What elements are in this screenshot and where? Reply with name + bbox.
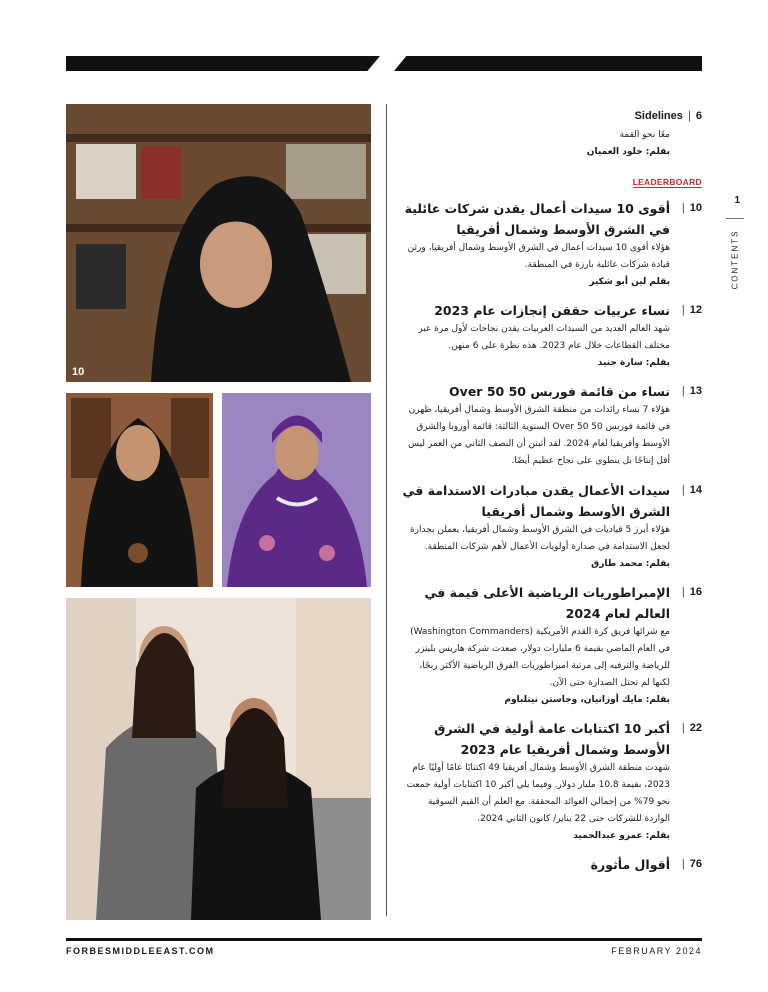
entry-desc: هؤلاء أبرز 5 قياديات في الشرق الأوسط وشمال أفريقيا، يعملن بجدارة لجعل الاستدامة في صدارة أولويات الأعمال لأهم شركات المنطقة. <box>409 525 670 552</box>
column-divider <box>386 104 387 916</box>
entry-quotes[interactable] <box>400 854 702 875</box>
entry-title-row: | 14 سيدات الأعمال يقدن مبادرات الاستدامة في الشرق الأوسط وشمال أفريقيا <box>400 480 702 522</box>
entry-author: بقلم: خلود العميان <box>586 147 670 157</box>
photo-woman-black-hijab-bookshelf <box>66 104 371 382</box>
photo-woman-black-hijab-pendant <box>66 393 213 587</box>
entry-title: أقوال مأثورة <box>590 857 670 872</box>
entry-title-row: | 10 أقوى 10 سيدات أعمال يقدن شركات عائلية في الشرق الأوسط وشمال أفريقيا <box>400 198 702 240</box>
entry-sidelines[interactable] <box>400 106 702 160</box>
entry-desc: مع شرائها فريق كرة القدم الأمريكية (Washington Commanders) في العام الماضي بقيمة 6 مليارات دولار، صعدت شركة هاريس بليتزر للرياضة والترفيه إلى مرتبة امبراطوريات الفرق الرياضية الأكثر ربحًا، لكنها لم تحتل الصدارة حتى الآن. <box>410 627 670 688</box>
entry-page: 76 <box>689 858 702 870</box>
entry-family-business-women[interactable] <box>400 198 702 290</box>
section-label-leaderboard: LEADERBOARD <box>632 177 702 187</box>
top-bar-left <box>66 56 380 71</box>
entry-title-row: | 12 نساء عربيات حققن إنجازات عام 2023 <box>400 300 702 321</box>
entry-author: بقلم لين أبو شكير <box>589 277 670 287</box>
photo-woman-purple-hijab <box>222 393 371 587</box>
contents-side-tab <box>720 195 750 315</box>
footer-date: FEBRUARY 2024 <box>611 946 702 956</box>
entry-page: 14 <box>689 484 702 496</box>
entry-page: 12 <box>689 304 702 316</box>
entry-page: 13 <box>689 385 702 397</box>
entry-title: الإمبراطوريات الرياضية الأعلى قيمة في العالم لعام 2024 <box>424 585 670 621</box>
footer-rule <box>66 938 702 941</box>
entry-title-row: | 22 أكبر 10 اكتتابات عامة أولية في الشرق الأوسط وشمال أفريقيا عام 2023 <box>400 718 702 760</box>
side-page-number: 1 <box>734 195 740 206</box>
entry-author: بقلم: مايك أوزانيان، وجاستن تيتلباوم <box>504 695 670 705</box>
top-bar-right <box>394 56 702 71</box>
entry-title-row: | 13 نساء من قائمة فوربس 50 Over 50 <box>400 381 702 402</box>
entry-author: بقلم: عمرو عبدالحميد <box>573 831 670 841</box>
entry-desc: شهدت منطقة الشرق الأوسط وشمال أفريقيا 49 اكتتابًا عامًا أوليًا عام 2023، بقيمة 10.8 مليار دولار. وفيما يلي أكبر 10 اكتتابات أولية جمعت نحو 79% من إجمالي العوائد المحققة. مع العلم أن القيم السوقية الواردة للشركات حتى 22 يناير/ كانون الثاني 2024. <box>406 763 670 824</box>
entry-title-row: | 16 الإمبراطوريات الرياضية الأعلى قيمة في العالم لعام 2024 <box>400 582 702 624</box>
entry-arab-women-2023[interactable] <box>400 300 702 371</box>
entry-sports-empires[interactable] <box>400 582 702 708</box>
entry-page: 16 <box>689 586 702 598</box>
entry-title: أكبر 10 اكتتابات عامة أولية في الشرق الأوسط وشمال أفريقيا عام 2023 <box>434 721 670 757</box>
entry-title: سيدات الأعمال يقدن مبادرات الاستدامة في الشرق الأوسط وشمال أفريقيا <box>402 483 670 519</box>
entry-50-over-50[interactable] <box>400 381 702 470</box>
entry-title-row: Sidelines | 6 <box>634 110 702 122</box>
footer-site[interactable]: FORBESMIDDLEEAST.COM <box>66 946 215 956</box>
entry-title: نساء عربيات حققن إنجازات عام 2023 <box>434 303 670 318</box>
entry-desc: هؤلاء 7 نساء رائدات من منطقة الشرق الأوسط وشمال أفريقيا، ظهرن في قائمة فوربس 50 Over 50 السنوية الثالثة: قائمة أوروبا والشرق الأوسط وأفريقيا لعام 2024. لقد أثبتن أن النصف الثاني من العمر ليس أقل إنتاجًا بل ينطوي على نجاح عظيم أيضًا. <box>408 405 670 466</box>
contents-list <box>400 106 702 885</box>
contents-label: CONTENTS <box>730 229 740 290</box>
photo-two-women-seated <box>66 598 371 920</box>
entry-sustainability-leaders[interactable] <box>400 480 702 572</box>
entry-desc: معًا نحو القمة <box>619 130 670 140</box>
entry-title-row: | 76 أقوال مأثورة <box>400 854 702 875</box>
entry-ipos[interactable] <box>400 718 702 844</box>
entry-desc: هؤلاء أقوى 10 سيدات أعمال في الشرق الأوسط وشمال أفريقيا، ورثن قيادة شركات عائلية بارزة في المنطقة. <box>407 243 670 270</box>
entry-author: بقلم: سارة جنيد <box>597 358 670 368</box>
entry-page: 22 <box>689 722 702 734</box>
entry-page: 10 <box>689 202 702 214</box>
photo-number: 10 <box>72 366 85 378</box>
entry-title: نساء من قائمة فوربس 50 Over 50 <box>449 384 670 399</box>
entry-title: Sidelines <box>634 110 683 122</box>
entry-title: أقوى 10 سيدات أعمال يقدن شركات عائلية في الشرق الأوسط وشمال أفريقيا <box>404 201 670 237</box>
entry-author: بقلم: محمد طارق <box>591 559 670 569</box>
entry-desc: شهد العالم العديد من السيدات العربيات يقدن نجاحات لأول مرة عبر مختلف القطاعات خلال عام 2023. هذه نظرة على 6 منهن. <box>418 324 670 351</box>
entry-page: 6 <box>695 110 702 122</box>
